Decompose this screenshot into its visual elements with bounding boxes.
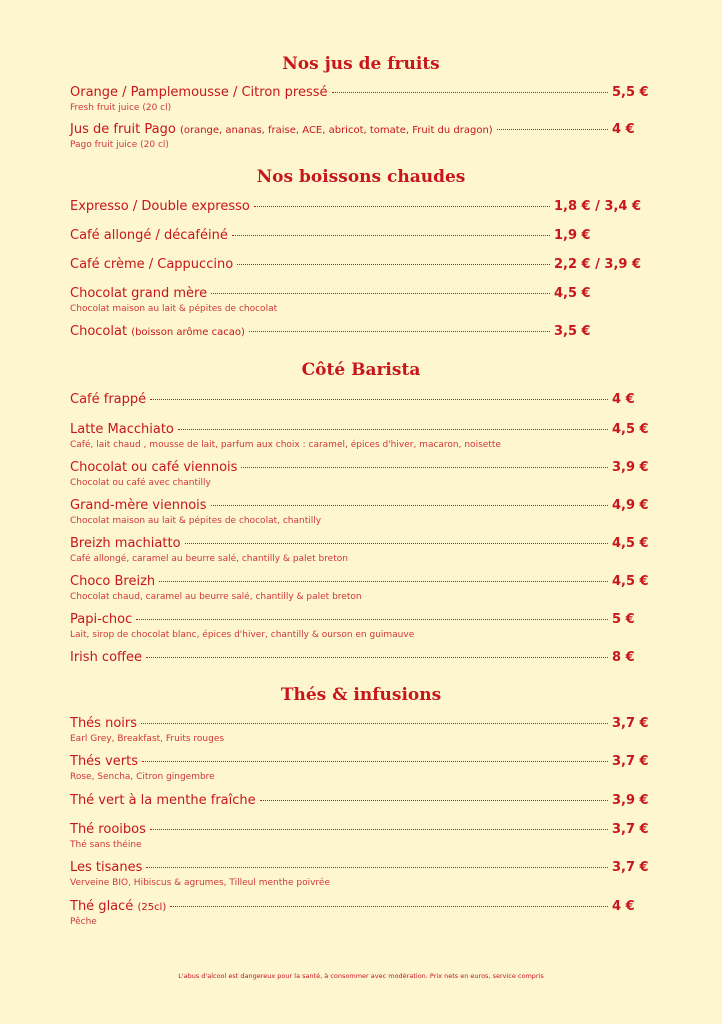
item-description: Pêche [70, 917, 97, 927]
dot-leader [254, 205, 550, 207]
item-name: Café allongé / décaféiné [70, 228, 228, 243]
menu-item [70, 324, 650, 342]
dot-leader [232, 234, 550, 236]
item-price: 4,5 € [612, 574, 649, 589]
item-name: Chocolat (boisson arôme cacao) [70, 324, 245, 339]
item-name: Latte Macchiato [70, 422, 174, 437]
menu-item [70, 422, 650, 451]
item-price: 3,5 € [554, 324, 591, 339]
item-description: Café allongé, caramel au beurre salé, chantilly & palet breton [70, 554, 348, 564]
item-name: Orange / Pamplemousse / Citron pressé [70, 85, 328, 100]
item-price: 5,5 € [612, 85, 649, 100]
item-name: Thé vert à la menthe fraîche [70, 793, 256, 808]
item-extra: (orange, ananas, fraise, ACE, abricot, tomate, Fruit du dragon) [179, 125, 493, 136]
dot-leader [170, 905, 608, 907]
item-description: Chocolat chaud, caramel au beurre salé, chantilly & palet breton [70, 592, 362, 602]
item-price: 4,5 € [554, 286, 591, 301]
section-title-boissons-chaudes: Nos boissons chaudes [256, 167, 466, 187]
menu-item [70, 860, 650, 889]
dot-leader [146, 656, 608, 658]
dot-leader [159, 580, 608, 582]
item-price: 4 € [612, 122, 635, 137]
menu-item [70, 574, 650, 603]
item-description: Chocolat ou café avec chantilly [70, 478, 211, 488]
menu-item [70, 650, 650, 668]
item-description: Verveine BIO, Hibiscus & agrumes, Tilleul menthe poivrée [70, 878, 330, 888]
item-price: 4,5 € [612, 536, 649, 551]
section-title-barista: Côté Barista [301, 360, 421, 380]
dot-leader [332, 91, 609, 93]
item-description: Café, lait chaud , mousse de lait, parfum aux choix : caramel, épices d'hiver, macaron, noisette [70, 440, 501, 450]
menu-item [70, 85, 650, 114]
menu-item [70, 460, 650, 489]
dot-leader [141, 722, 608, 724]
item-price: 3,7 € [612, 716, 649, 731]
item-price: 4 € [612, 899, 635, 914]
section-title-thes: Thés & infusions [280, 685, 442, 705]
item-name: Café crème / Cappuccino [70, 257, 234, 272]
item-price: 4,9 € [612, 498, 649, 513]
item-description: Lait, sirop de chocolat blanc, épices d'hiver, chantilly & ourson en guimauve [70, 630, 415, 640]
section-title-jus: Nos jus de fruits [282, 54, 440, 74]
menu-item [70, 498, 650, 527]
dot-leader [260, 799, 608, 801]
item-price: 3,7 € [612, 860, 649, 875]
item-name: Chocolat grand mère [70, 286, 208, 301]
item-description: Pago fruit juice (20 cl) [70, 140, 169, 150]
dot-leader [211, 504, 608, 506]
item-name: Thé glacé (25cl) [70, 899, 167, 914]
item-name: Expresso / Double expresso [70, 199, 250, 214]
menu-item [70, 228, 650, 246]
item-price: 4,5 € [612, 422, 649, 437]
item-price: 2,2 € / 3,9 € [554, 257, 642, 272]
dot-leader [150, 398, 608, 400]
item-name: Choco Breizh [70, 574, 156, 589]
dot-leader [146, 866, 608, 868]
item-price: 8 € [612, 650, 635, 665]
menu-item [70, 899, 650, 928]
menu-item [70, 122, 650, 151]
item-description: Thé sans théine [70, 840, 142, 850]
menu-item [70, 199, 650, 217]
dot-leader [150, 828, 608, 830]
item-name: Thés verts [70, 754, 138, 769]
item-price: 3,7 € [612, 754, 649, 769]
menu-item [70, 536, 650, 565]
item-price: 4 € [612, 392, 635, 407]
item-extra: (boisson arôme cacao) [131, 327, 245, 338]
item-description: Chocolat maison au lait & pépites de chocolat, chantilly [70, 516, 322, 526]
item-name: Jus de fruit Pago (orange, ananas, fraise, ACE, abricot, tomate, Fruit du dragon) [70, 122, 493, 137]
dot-leader [185, 542, 608, 544]
item-name: Papi-choc [70, 612, 133, 627]
item-extra: (25cl) [137, 902, 167, 913]
item-name: Thés noirs [70, 716, 138, 731]
item-name: Irish coffee [70, 650, 142, 665]
item-price: 3,7 € [612, 822, 649, 837]
dot-leader [241, 466, 608, 468]
menu-item [70, 793, 650, 811]
menu-item [70, 754, 650, 783]
dot-leader [136, 618, 608, 620]
menu-item [70, 286, 650, 315]
menu-item [70, 392, 650, 410]
item-description: Earl Grey, Breakfast, Fruits rouges [70, 734, 225, 744]
item-name: Chocolat ou café viennois [70, 460, 238, 475]
dot-leader [211, 292, 550, 294]
item-name: Les tisanes [70, 860, 143, 875]
item-price: 5 € [612, 612, 635, 627]
item-name: Grand-mère viennois [70, 498, 207, 513]
item-name: Café frappé [70, 392, 147, 407]
item-description: Fresh fruit juice (20 cl) [70, 103, 172, 113]
item-price: 1,9 € [554, 228, 591, 243]
item-price: 1,8 € / 3,4 € [554, 199, 642, 214]
menu-item [70, 612, 650, 641]
item-name: Breizh machiatto [70, 536, 181, 551]
item-description: Chocolat maison au lait & pépites de chocolat [70, 304, 278, 314]
legal-footer: L'abus d'alcool est dangereux pour la santé, à consommer avec modération. Prix nets en euros, service compris [178, 972, 544, 980]
dot-leader [497, 128, 608, 130]
menu-item [70, 822, 650, 851]
dot-leader [142, 760, 608, 762]
dot-leader [249, 330, 550, 332]
menu-item [70, 257, 650, 275]
dot-leader [237, 263, 550, 265]
menu-item [70, 716, 650, 745]
dot-leader [178, 428, 608, 430]
item-price: 3,9 € [612, 460, 649, 475]
item-name: Thé rooibos [70, 822, 146, 837]
item-description: Rose, Sencha, Citron gingembre [70, 772, 215, 782]
item-price: 3,9 € [612, 793, 649, 808]
